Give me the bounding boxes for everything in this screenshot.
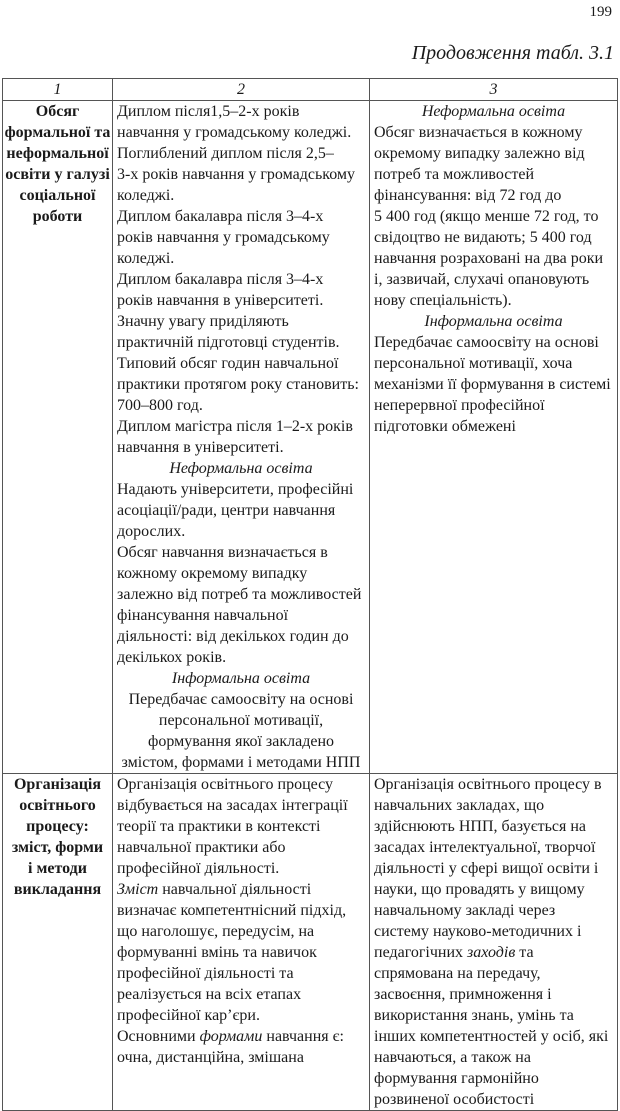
- cell-text-line: 700–800 год.: [117, 397, 203, 414]
- row-title-line: неформальної: [6, 145, 109, 162]
- cell-text-line: фінансування навчальної: [117, 607, 289, 624]
- row-title-line: освітнього: [19, 797, 96, 814]
- text-segment: та: [515, 944, 534, 961]
- cell-text-line: інших компетентностей у осіб, які: [374, 1028, 609, 1045]
- row-title-line: процесу:: [26, 818, 89, 835]
- cell-text-line: потреб та можливостей: [374, 166, 534, 183]
- cell-text-line: спрямована на передачу,: [374, 965, 541, 982]
- row-title: [3, 101, 113, 774]
- cell-text-line: що наголошує, передусім, на: [117, 923, 315, 940]
- cell-text-line: років навчання у громадському: [117, 229, 330, 246]
- emphasized-text: формами: [199, 1028, 263, 1045]
- cell-text-line: кожному окремому випадку: [117, 565, 308, 582]
- cell-text-line: розвиненої особистості: [374, 1091, 535, 1108]
- cell-text-line: 5 400 год (якщо менше 72 год, то: [374, 208, 599, 225]
- cell-text-line: систему науково-методичних і: [374, 923, 582, 940]
- cell-text-line: Організація освітнього процесу в: [374, 776, 602, 793]
- cell-text-line: Поглиблений диплом після 2,5–: [117, 145, 334, 162]
- cell-text-line: очна, дистанційна, змішана: [117, 1049, 304, 1066]
- row-title-line: роботи: [32, 208, 83, 225]
- cell-text-line: Обсяг визначається в кожному: [374, 124, 583, 141]
- cell-text-line: Типовий обсяг годин навчальної: [117, 355, 339, 372]
- text-segment: Основними: [117, 1028, 200, 1045]
- cell-text-line: навчаються, а також на: [374, 1049, 531, 1066]
- table-caption: Продовження табл. 3.1: [411, 42, 614, 64]
- cell-text-line: [374, 942, 613, 963]
- cell-text-line: коледжі.: [117, 250, 175, 267]
- cell-text-line: навчання в університеті.: [117, 439, 284, 456]
- cell-text-line: і, зазвичай, слухачі опановують: [374, 271, 590, 288]
- cell-text-line: навчальному закладі через: [374, 902, 556, 919]
- cell-text-line: навчання у громадському коледжі.: [117, 124, 352, 141]
- cell-text-line: Диплом бакалавра після 3–4-х: [117, 208, 324, 225]
- section-subheading: Інформальна освіта: [171, 670, 311, 687]
- row-title-line: викладання: [13, 881, 102, 898]
- table-row: [3, 774, 618, 1111]
- header-col-3: 3: [370, 79, 618, 101]
- cell-text-line: теорії та практики в контексті: [117, 818, 321, 835]
- row-title-line: і методи: [28, 860, 87, 877]
- row-title-line: соціальної: [19, 187, 96, 204]
- cell-text-line: окремому випадку залежно від: [374, 145, 585, 162]
- cell-text-line: професійної діяльності.: [117, 860, 280, 877]
- row-title: [3, 774, 113, 1111]
- header-row: [3, 79, 618, 101]
- cell-text-line: Передбачає самоосвіту на основі: [128, 691, 354, 708]
- row-title-line: освіти у галузі: [5, 166, 110, 183]
- cell-text-line: залежно від потреб та можливостей: [117, 586, 362, 603]
- cell-text-line: років навчання в університеті.: [117, 292, 324, 309]
- cell-text-line: [117, 879, 365, 900]
- cell-text-line: механізми її формування в системі: [374, 376, 611, 393]
- cell-text-line: науки, що провадять у вищому: [374, 881, 585, 898]
- header-col-2: 2: [113, 79, 370, 101]
- cell-text-line: нову спеціальність).: [374, 292, 512, 309]
- cell-text-line: дорослих.: [117, 523, 186, 540]
- cell-text-line: формування гармонійно: [374, 1070, 539, 1087]
- cell-text-line: декількох років.: [117, 649, 227, 666]
- emphasized-text: заходів: [467, 944, 516, 961]
- section-subheading: Неформальна освіта: [421, 103, 566, 120]
- cell-text-line: Диплом магістра після 1–2-х років: [117, 418, 353, 435]
- cell-text-line: навчання розраховані на два роки: [374, 250, 604, 267]
- cell-text-line: навчальних закладах, що: [374, 797, 545, 814]
- cell-text-line: реалізується на всіх етапах: [117, 986, 302, 1003]
- row-cell-col3: [370, 774, 618, 1111]
- cell-text-line: асоціації/ради, центри навчання: [117, 502, 336, 519]
- row-title-line: формальної та: [4, 124, 111, 141]
- cell-text-line: Диплом бакалавра після 3–4-х: [117, 271, 324, 288]
- cell-text-line: Передбачає самоосвіту на основі: [374, 334, 599, 351]
- cell-text-line: персональної мотивації,: [158, 712, 324, 729]
- cell-text-line: Обсяг навчання визначається в: [117, 544, 328, 561]
- cell-text-line: практики протягом року становить:: [117, 376, 359, 393]
- cell-text-line: засвоєння, примноження і: [374, 986, 552, 1003]
- cell-text-line: свідоцтво не видають; 5 400 год: [374, 229, 592, 246]
- cell-text-line: відбувається на засадах інтеграції: [117, 797, 348, 814]
- section-subheading: Неформальна освіта: [169, 460, 313, 477]
- section-subheading: Інформальна освіта: [424, 313, 563, 330]
- header-col-1: 1: [3, 79, 113, 101]
- cell-text-line: неперервної професійної: [374, 397, 545, 414]
- cell-text-line: діяльності у сфері вищої освіти і: [374, 860, 599, 877]
- cell-text-line: фінансування: від 72 год до: [374, 187, 562, 204]
- comparison-table: [2, 78, 618, 1111]
- cell-text-line: діяльності: від декількох годин до: [117, 628, 349, 645]
- cell-text-line: [117, 1026, 365, 1047]
- cell-text-line: професійної кар’єри.: [117, 1007, 260, 1024]
- text-segment: навчальної діяльності: [158, 881, 312, 898]
- cell-text-line: використання знань, умінь та: [374, 1007, 574, 1024]
- cell-text-line: практичній підготовці студентів.: [117, 334, 340, 351]
- cell-text-line: засадах інтелектуальної, творчої: [374, 839, 596, 856]
- cell-text-line: здійснюють НПП, базується на: [374, 818, 586, 835]
- emphasized-text: Зміст: [117, 881, 159, 898]
- table-row: [3, 101, 618, 774]
- cell-text-line: Надають університети, професійні: [117, 481, 354, 498]
- cell-text-line: підготовки обмежені: [374, 418, 516, 435]
- row-title-line: Обсяг: [35, 103, 80, 120]
- cell-text-line: формування якої закладено: [147, 733, 335, 750]
- row-cell-col2: [113, 774, 370, 1111]
- cell-text-line: Диплом після1,5–2-х років: [117, 103, 300, 120]
- cell-text-line: 3-х років навчання у громадському: [117, 166, 356, 183]
- row-cell-col2: [113, 101, 370, 774]
- cell-text-line: змістом, формами і методами НПП: [121, 754, 361, 771]
- row-title-line: Організація: [13, 776, 102, 793]
- cell-text-line: Значну увагу приділяють: [117, 313, 289, 330]
- cell-text-line: навчальної практики або: [117, 839, 286, 856]
- text-segment: навчання є:: [262, 1028, 344, 1045]
- cell-text-line: професійної діяльності та: [117, 965, 294, 982]
- row-cell-col3: [370, 101, 618, 774]
- cell-text-line: формуванні вмінь та навичок: [117, 944, 317, 961]
- cell-text-line: персональної мотивації, хоча: [374, 355, 573, 372]
- row-title-line: зміст, форми: [11, 839, 104, 856]
- cell-text-line: визначає компетентнісний підхід,: [117, 902, 347, 919]
- cell-text-line: Організація освітнього процесу: [117, 776, 334, 793]
- cell-text-line: коледжі.: [117, 187, 175, 204]
- text-segment: педагогічних: [374, 944, 468, 961]
- page-number: 199: [589, 4, 612, 20]
